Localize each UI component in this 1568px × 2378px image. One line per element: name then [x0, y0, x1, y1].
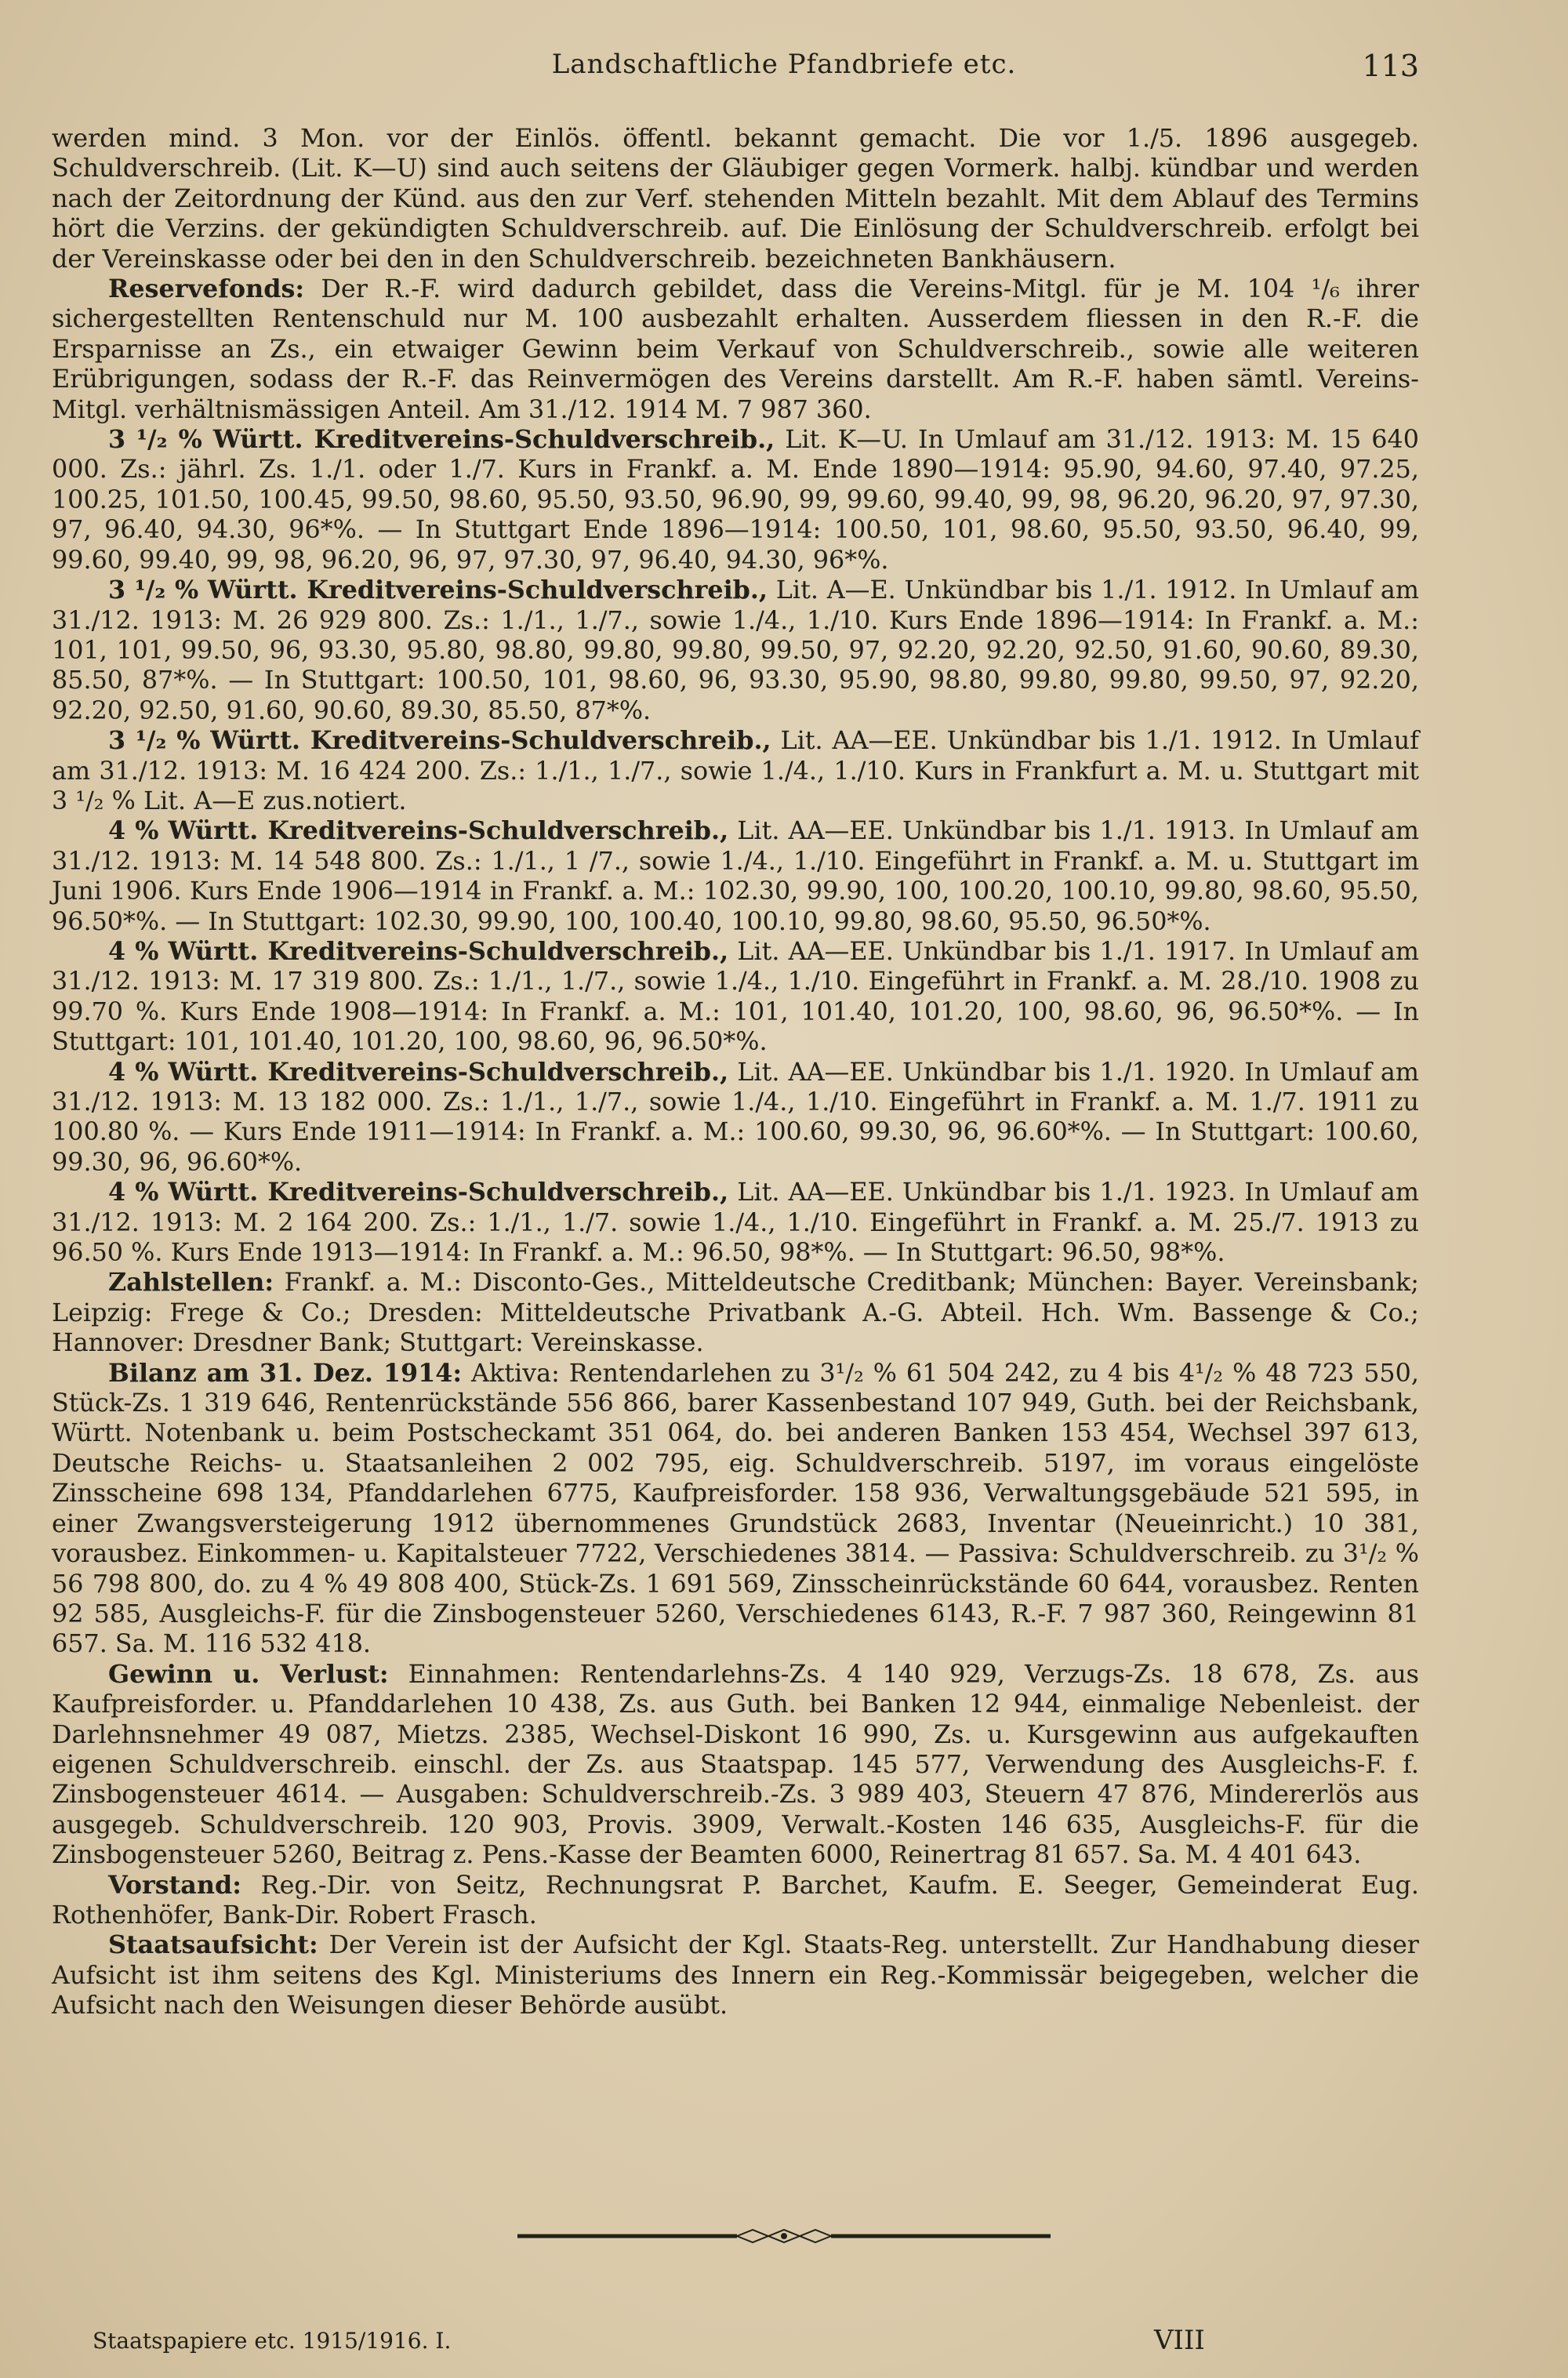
section-divider-ornament — [517, 2227, 1051, 2245]
page-number: 113 — [1362, 49, 1419, 83]
signature-mark: VIII — [1154, 2325, 1205, 2356]
paragraph-reservefonds: Reservefonds: Der R.-F. wird dadurch gebildet, dass die Vereins-Mitgl. für je M. 104 ¹/₆ ihrer sichergestellten Rentenschuld nur M. 100 ausbezahlt erhalten. Ausserdem fliessen in den R.-F. die Ersparnisse an Zs., ein etwaiger Gewinn beim Verkauf von Schuldverschreib., sowie alle weiteren Erübrigungen, sodass der R.-F. das Reinvermögen des Vereins darstellt. Am R.-F. haben sämtl. Vereins-Mitgl. verhältnismässigen Anteil. Am 31./12. 1914 M. 7 987 360. — [52, 274, 1419, 424]
paragraph-bond-4pct-1920: 4 % Württ. Kreditvereins-Schuldverschreib., Lit. AA—EE. Unkündbar bis 1./1. 1920. In Umlauf am 31./12. 1913: M. 13 182 000. Zs.: 1./1., 1./7., sowie 1./4., 1./10. Eingeführt in Frankf. a. M. 1./7. 1911 zu 100.80 %. — Kurs Ende 1911—1914: In Frankf. a. M.: 100.60, 99.30, 96, 96.60*%. — In Stuttgart: 100.60, 99.30, 96, 96.60*%. — [52, 1057, 1419, 1177]
paragraph-staatsaufsicht: Staatsaufsicht: Der Verein ist der Aufsicht der Kgl. Staats-Reg. unterstellt. Zur Handhabung dieser Aufsicht ist ihm seitens des Kgl. Ministeriums des Innern ein Reg.-Kommissär beigegeben, welcher die Aufsicht nach den Weisungen dieser Behörde ausübt. — [52, 1930, 1419, 2020]
page-header — [0, 49, 1568, 88]
paragraph-zahlstellen: Zahlstellen: Frankf. a. M.: Disconto-Ges., Mitteldeutsche Creditbank; München: Bayer. Vereinsbank; Leipzig: Frege & Co.; Dresden: Mitteldeutsche Privatbank A.-G. Abteil. Hch. Wm. Bassenge & Co.; Hannover: Dresdner Bank; Stuttgart: Vereinskasse. — [52, 1268, 1419, 1358]
footer-publication: Staatspapiere etc. 1915/1916. I. — [93, 2328, 452, 2354]
paragraph-bond-k-u: 3 ¹/₂ % Württ. Kreditvereins-Schuldverschreib., Lit. K—U. In Umlauf am 31./12. 1913: M. 15 640 000. Zs.: jährl. Zs. 1./1. oder 1./7. Kurs in Frankf. a. M. Ende 1890—1914: 95.90, 94.60, 97.40, 97.25, 100.25, 101.50, 100.45, 99.50, 98.60, 95.50, 93.50, 96.90, 99, 99.60, 99.40, 99, 98, 96.20, 96.20, 97, 97.30, 97, 96.40, 94.30, 96*%. — In Stuttgart Ende 1896—1914: 100.50, 101, 98.60, 95.50, 93.50, 96.40, 99, 99.60, 99.40, 99, 98, 96.20, 96, 97, 97.30, 97, 96.40, 94.30, 96*%. — [52, 425, 1419, 575]
paragraph-bond-aa-ee-1912: 3 ¹/₂ % Württ. Kreditvereins-Schuldverschreib., Lit. AA—EE. Unkündbar bis 1./1. 1912. In Umlauf am 31./12. 1913: M. 16 424 200. Zs.: 1./1., 1./7., sowie 1./4., 1./10. Kurs in Frankfurt a. M. u. Stuttgart mit 3 ¹/₂ % Lit. A—E zus.notiert. — [52, 726, 1419, 815]
paragraph-bond-4pct-1913: 4 % Württ. Kreditvereins-Schuldverschreib., Lit. AA—EE. Unkündbar bis 1./1. 1913. In Umlauf am 31./12. 1913: M. 14 548 800. Zs.: 1./1., 1 /7., sowie 1./4., 1./10. Eingeführt in Frankf. a. M. u. Stuttgart im Juni 1906. Kurs Ende 1906—1914 in Frankf. a. M.: 102.30, 99.90, 100, 100.20, 100.10, 99.80, 98.60, 95.50, 96.50*%. — In Stuttgart: 102.30, 99.90, 100, 100.40, 100.10, 99.80, 98.60, 95.50, 96.50*%. — [52, 816, 1419, 936]
paragraph-bond-a-e: 3 ¹/₂ % Württ. Kreditvereins-Schuldverschreib., Lit. A—E. Unkündbar bis 1./1. 1912. In Umlauf am 31./12. 1913: M. 26 929 800. Zs.: 1./1., 1./7., sowie 1./4., 1./10. Kurs Ende 1896—1914: In Frankf. a. M.: 101, 101, 99.50, 96, 93.30, 95.80, 98.80, 99.80, 99.80, 99.50, 97, 92.20, 92.20, 92.50, 91.60, 90.60, 89.30, 85.50, 87*%. — In Stuttgart: 100.50, 101, 98.60, 96, 93.30, 95.90, 98.80, 99.80, 99.80, 99.50, 97, 92.20, 92.20, 92.50, 91.60, 90.60, 89.30, 85.50, 87*%. — [52, 575, 1419, 725]
paragraph-vorstand: Vorstand: Reg.-Dir. von Seitz, Rechnungsrat P. Barchet, Kaufm. E. Seeger, Gemeinderat Eug. Rothenhöfer, Bank-Dir. Robert Frasch. — [52, 1870, 1419, 1930]
paragraph-bond-4pct-1923: 4 % Württ. Kreditvereins-Schuldverschreib., Lit. AA—EE. Unkündbar bis 1./1. 1923. In Umlauf am 31./12. 1913: M. 2 164 200. Zs.: 1./1., 1./7. sowie 1./4., 1./10. Eingeführt in Frankf. a. M. 25./7. 1913 zu 96.50 %. Kurs Ende 1913—1914: In Frankf. a. M.: 96.50, 98*%. — In Stuttgart: 96.50, 98*%. — [52, 1178, 1419, 1268]
paragraph-bond-4pct-1917: 4 % Württ. Kreditvereins-Schuldverschreib., Lit. AA—EE. Unkündbar bis 1./1. 1917. In Umlauf am 31./12. 1913: M. 17 319 800. Zs.: 1./1., 1./7., sowie 1./4., 1./10. Eingeführt in Frankf. a. M. 28./10. 1908 zu 99.70 %. Kurs Ende 1908—1914: In Frankf. a. M.: 101, 101.40, 101.20, 100, 98.60, 96, 96.50*%. — In Stuttgart: 101, 101.40, 101.20, 100, 98.60, 96, 96.50*%. — [52, 936, 1419, 1057]
main-text — [52, 124, 1419, 2021]
paragraph-bilanz: Bilanz am 31. Dez. 1914: Aktiva: Rentendarlehen zu 3¹/₂ % 61 504 242, zu 4 bis 4¹/₂ % 48 723 550, Stück-Zs. 1 319 646, Rentenrückstände 556 866, barer Kassenbestand 107 949, Guth. bei der Reichsbank, Württ. Notenbank u. beim Postscheckamt 351 064, do. bei anderen Banken 153 454, Wechsel 397 613, Deutsche Reichs- u. Staatsanleihen 2 002 795, eig. Schuldverschreib. 5197, im voraus eingelöste Zinsscheine 698 134, Pfanddarlehen 6775, Kaufpreisforder. 158 936, Verwaltungsgebäude 521 595, in einer Zwangsversteigerung 1912 übernommenes Grundstück 2683, Inventar (Neueinricht.) 10 381, vorausbez. Einkommen- u. Kapitalsteuer 7722, Verschiedenes 3814. — Passiva: Schuldverschreib. zu 3¹/₂ % 56 798 800, do. zu 4 % 49 808 400, Stück-Zs. 1 691 569, Zinsscheinrückstände 60 644, vorausbez. Renten 92 585, Ausgleichs-F. für die Zinsbogensteuer 5260, Verschiedenes 6143, R.-F. 7 987 360, Reingewinn 81 657. Sa. M. 116 532 418. — [52, 1358, 1419, 1659]
paragraph-gewinn-verlust: Gewinn u. Verlust: Einnahmen: Rentendarlehns-Zs. 4 140 929, Verzugs-Zs. 18 678, Zs. aus Kaufpreisforder. u. Pfanddarlehen 10 438, Zs. aus Guth. bei Banken 12 944, einmalige Nebenleist. der Darlehnsnehmer 49 087, Mietzs. 2385, Wechsel-Diskont 16 990, Zs. u. Kursgewinn aus aufgekauften eigenen Schuldverschreib. einschl. der Zs. aus Staatspap. 145 577, Verwendung des Ausgleichs-F. f. Zinsbogensteuer 4614. — Ausgaben: Schuldverschreib.-Zs. 3 989 403, Steuern 47 876, Mindererlös aus ausgegeb. Schuldverschreib. 120 903, Provis. 3909, Verwalt.-Kosten 146 635, Ausgleichs-F. für die Zinsbogensteuer 5260, Beitrag z. Pens.-Kasse der Beamten 6000, Reinertrag 81 657. Sa. M. 4 401 643. — [52, 1659, 1419, 1870]
paragraph-continuation: werden mind. 3 Mon. vor der Einlös. öffentl. bekannt gemacht. Die vor 1./5. 1896 ausgegeb. Schuldverschreib. (Lit. K—U) sind auch seitens der Gläubiger gegen Vormerk. halbj. kündbar und werden nach der Zeitordnung der Künd. aus den zur Verf. stehenden Mitteln bezahlt. Mit dem Ablauf des Termins hört die Verzins. der gekündigten Schuldverschreib. auf. Die Einlösung der Schuldverschreib. erfolgt bei der Vereinskasse oder bei den in den Schuldverschreib. bezeichneten Bankhäusern. — [52, 124, 1419, 274]
page-footer — [0, 2325, 1568, 2359]
running-title: Landschaftliche Pfandbriefe etc. — [551, 49, 1017, 80]
